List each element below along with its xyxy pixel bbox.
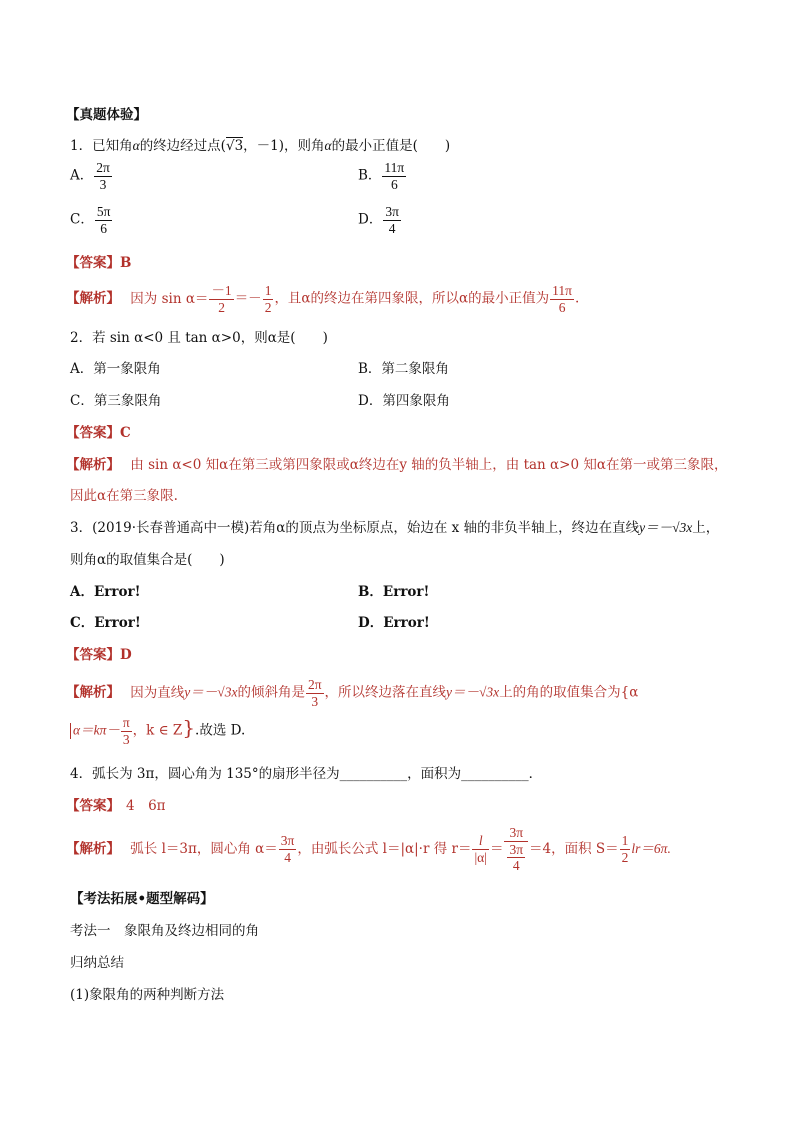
option-letter: C． [70,211,94,228]
q4-stem: 4．弧长为 3π，圆心角为 135°的扇形半径为__________，面积为__________． [70,766,543,782]
fraction-numerator: 3π [504,825,528,842]
fraction-denominator [504,842,528,874]
fraction [279,833,297,865]
analysis-text: 的倾斜角是 [237,684,305,701]
summary-heading: 归纳总结 [70,955,124,971]
fraction [94,160,112,192]
fraction-denominator: 4 [512,858,520,874]
analysis-label: 【解析】 [66,684,120,701]
q1-stem-text: 的终边经过点( [139,138,226,154]
line-equation: y＝－√3x [446,684,500,700]
analysis-label: 【解析】 [66,290,120,307]
answer-label: 【答案】 [66,647,120,663]
q2-analysis-line2: 因此α在第三象限. [70,488,178,504]
answer-label: 【答案】 [66,425,120,441]
q3-analysis [66,677,638,709]
fraction [620,833,631,865]
compound-fraction [504,825,528,874]
fraction [472,833,488,865]
method-title: 考法一 象限角及终边相同的角 [70,923,259,939]
analysis-label: 【解析】 [66,457,120,473]
set-close-brace: } [182,715,196,740]
fraction [306,677,324,709]
fraction-denominator: 4 [284,849,291,865]
answer-label: 【答案】 [66,255,120,271]
fraction-numerator: 11π [552,283,572,298]
q3-option-d: D．Error! [358,615,430,631]
q3-option-c: C．Error! [70,615,141,631]
fraction-numerator: 3π [280,833,295,849]
fraction-numerator: 3π [385,204,399,219]
analysis-text: ＝－ [234,290,262,307]
fraction [95,204,113,236]
fraction-denominator: 3 [99,176,107,192]
q1-option-d [358,204,402,236]
line-equation: y＝－√3x [639,520,693,535]
q3-analysis-set [70,715,245,747]
set-expression: α＝kπ－ [73,722,120,738]
fraction-denominator: 4 [388,220,396,236]
fraction-denominator: 6 [390,176,398,192]
fraction-denominator: 2 [621,849,629,865]
fraction-denominator: |α| [474,849,487,865]
fraction-numerator: π [122,715,130,730]
q4-answer [66,794,166,814]
fraction [382,160,406,192]
fraction-denominator: 3 [122,731,130,747]
fraction [507,842,525,874]
option-letter: A． [70,167,94,184]
fraction-numerator: 2π [96,160,110,175]
analysis-label: 【解析】 [66,840,120,857]
answer-value: B [120,255,132,271]
q1-stem-text: 的最小正值是( ) [331,138,451,154]
fraction-numerator: 1 [621,833,629,849]
analysis-text: . [575,290,580,307]
subheading-1: (1)象限角的两种判断方法 [70,987,225,1003]
analysis-text: 弧长 l＝3π，圆心角 α＝ [130,840,278,857]
q2-option-b: B．第二象限角 [358,361,449,377]
q4-analysis [66,825,671,874]
analysis-text: ，且α的终边在第四象限，所以α的最小正值为 [274,290,550,307]
q1-option-a [70,160,113,192]
q3-stem [70,516,719,536]
answer-value: C [120,425,131,441]
q1-answer [66,251,131,271]
fraction-numerator: 5π [96,204,111,219]
option-letter: D． [358,211,383,228]
q3-stem-line2: 则角α的取值集合是( ) [70,552,225,568]
fraction [209,283,233,315]
fraction [550,283,574,315]
analysis-text: 因为 sin α＝ [130,290,209,307]
q3-answer [66,643,132,663]
section-heading-method: 【考法拓展•题型解码】 [70,891,214,907]
fraction [383,204,401,236]
analysis-text: 因为直线 [130,684,185,701]
q2-answer [66,421,131,441]
fraction-numerator: 1 [264,283,272,298]
fraction-numerator: 2π [307,677,322,692]
q1-option-b [358,160,407,192]
q2-option-d: D．第四象限角 [358,393,450,409]
answer-value: D [120,647,132,663]
fraction-denominator: 6 [100,220,107,236]
analysis-text: ，所以终边落在直线 [324,684,447,701]
analysis-text: 上的角的取值集合为{α [499,684,639,701]
fraction-numerator: －1 [211,283,232,298]
q2-option-a: A．第一象限角 [70,361,161,377]
analysis-text: ＝ [489,840,504,857]
fraction-numerator: 11π [384,160,405,175]
fraction-denominator: 2 [218,299,225,315]
answer-value: 4 6π [126,798,166,814]
fraction [121,715,132,747]
fraction-denominator: 3 [311,693,319,709]
sqrt3: √3 [225,138,244,154]
q3-option-b: B．Error! [358,584,430,600]
q1-option-c [70,204,113,236]
fraction-denominator: 2 [264,299,272,315]
fraction [263,283,274,315]
section-heading-exam: 【真题体验】 [66,107,147,123]
q1-stem [70,134,450,154]
q3-option-a: A．Error! [70,584,141,600]
alpha-symbol: α [132,138,140,153]
alpha-symbol: α [324,138,332,153]
option-letter: B． [358,167,382,184]
q2-analysis [66,453,727,473]
analysis-text: ，由弧长公式 l＝|α|·r 得 r＝ [297,840,472,857]
q3-stem-text: 上， [692,520,720,536]
line-equation: y＝－√3x [184,684,238,700]
fraction-numerator: l [472,833,488,850]
analysis-text: ＝4，面积 S＝ [529,840,619,857]
q1-analysis [66,283,579,315]
set-expression: ，k ∈ Z [132,722,183,739]
analysis-text: 由 sin α<0 知α在第三或第四象限或α终边在y 轴的负半轴上，由 tan α>0 知α在第一或第三象限， [130,457,728,473]
q1-stem-text: ，－1)，则角 [243,138,325,154]
answer-label: 【答案】 [66,798,120,814]
analysis-text: lr＝6π. [631,840,671,856]
q2-option-c: C．第三象限角 [70,393,162,409]
q1-stem-text: 1．已知角 [70,138,133,154]
fraction-numerator: 3π [509,841,524,857]
q2-stem: 2．若 sin α<0 且 tan α>0，则α是( ) [70,330,328,346]
analysis-conclusion: .故选 D. [195,722,246,739]
q3-stem-text: 3．(2019·长春普通高中一模)若角α的顶点为坐标原点，始边在 x 轴的非负半轴上，终边在直线 [70,520,640,536]
fraction-denominator: 6 [558,299,566,315]
